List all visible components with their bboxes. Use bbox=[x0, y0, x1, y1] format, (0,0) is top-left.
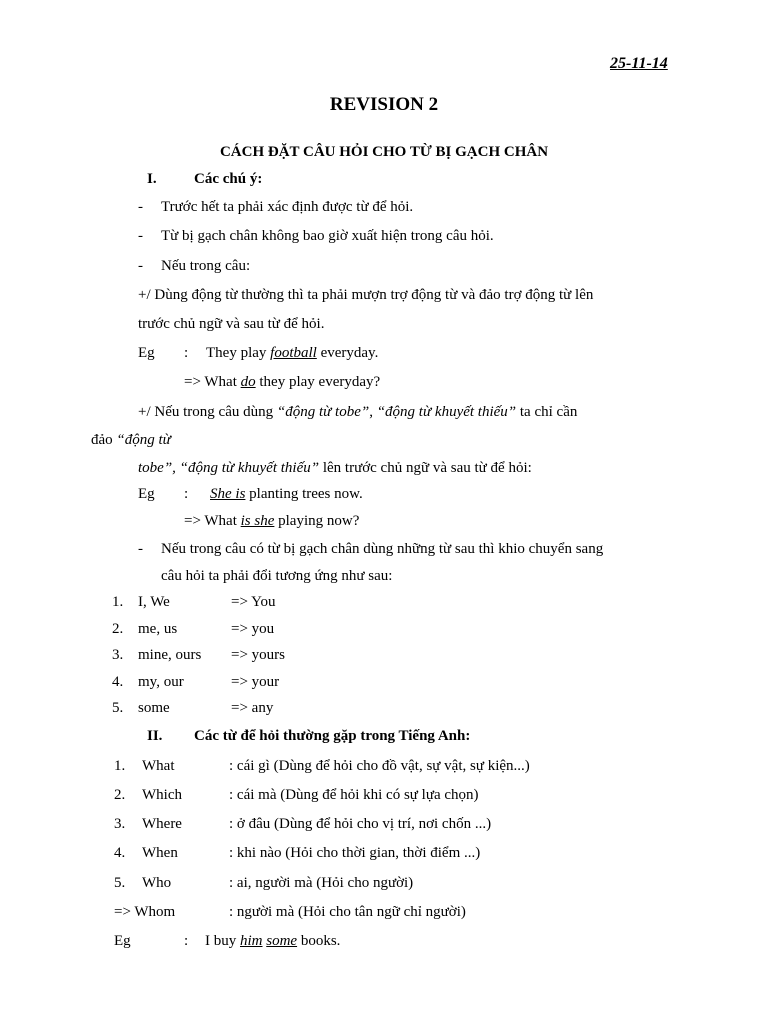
conversion-to: => You bbox=[231, 594, 276, 610]
paragraph-line: trước chủ ngữ và sau từ để hỏi. bbox=[138, 316, 325, 332]
bullet-text: câu hỏi ta phải đổi tương ứng như sau: bbox=[161, 568, 393, 584]
bullet-text: Trước hết ta phải xác định được từ để hỏi. bbox=[161, 199, 414, 215]
conversion-from: some bbox=[138, 700, 170, 716]
list-number: 1. bbox=[114, 758, 126, 774]
example-colon: : bbox=[184, 933, 189, 949]
example-label: Eg bbox=[114, 933, 131, 949]
conversion-from: mine, ours bbox=[138, 647, 202, 663]
list-number: 3. bbox=[114, 816, 126, 832]
section2-numeral: II. bbox=[147, 728, 163, 744]
bullet-text: Nếu trong câu có từ bị gạch chân dùng những từ sau thì khio chuyển sang bbox=[161, 541, 604, 557]
section2-heading: Các từ để hỏi thường gặp trong Tiếng Anh: bbox=[194, 728, 471, 744]
example-answer: => What is she playing now? bbox=[184, 513, 360, 529]
question-word: Who bbox=[142, 875, 172, 891]
question-word: Which bbox=[142, 787, 182, 803]
bullet-text: Nếu trong câu: bbox=[161, 258, 251, 274]
question-word: When bbox=[142, 845, 178, 861]
list-number: 5. bbox=[114, 875, 126, 891]
example-sentence: They play football everyday. bbox=[206, 345, 379, 361]
example-label: Eg bbox=[138, 486, 155, 502]
conversion-from: my, our bbox=[138, 674, 184, 690]
conversion-to: => you bbox=[231, 621, 275, 637]
bullet-dash: - bbox=[138, 258, 143, 274]
example-colon: : bbox=[184, 345, 189, 361]
section1-numeral: I. bbox=[147, 171, 157, 187]
question-word: Where bbox=[142, 816, 182, 832]
conversion-to: => any bbox=[231, 700, 274, 716]
list-number: 5. bbox=[112, 700, 124, 716]
bullet-dash: - bbox=[138, 228, 143, 244]
question-meaning: : ở đâu (Dùng để hỏi cho vị trí, nơi chốn ...) bbox=[229, 816, 492, 832]
bullet-dash: - bbox=[138, 541, 143, 557]
list-number: 4. bbox=[112, 674, 124, 690]
list-number: 2. bbox=[112, 621, 124, 637]
list-number: 2. bbox=[114, 787, 126, 803]
underlined-word: some bbox=[266, 933, 298, 949]
document-title: REVISION 2 bbox=[329, 94, 439, 115]
example-answer: => What do they play everyday? bbox=[184, 374, 381, 390]
list-number: 4. bbox=[114, 845, 126, 861]
paragraph-line: +/ Dùng động từ thường thì ta phải mượn trợ động từ và đảo trợ động từ lên bbox=[138, 287, 594, 303]
underlined-word: football bbox=[270, 345, 317, 361]
question-meaning: : khi nào (Hỏi cho thời gian, thời điểm ...) bbox=[229, 845, 481, 861]
question-meaning: : cái mà (Dùng để hỏi khi có sự lựa chọn) bbox=[229, 787, 479, 803]
conversion-to: => your bbox=[231, 674, 280, 690]
question-meaning: : cái gì (Dùng để hỏi cho đồ vật, sự vật, sự kiện...) bbox=[229, 758, 530, 774]
conversion-to: => yours bbox=[231, 647, 286, 663]
example-sentence: She is planting trees now. bbox=[210, 486, 363, 502]
bullet-dash: - bbox=[138, 199, 143, 215]
bullet-text: Từ bị gạch chân không bao giờ xuất hiện trong câu hỏi. bbox=[161, 228, 494, 244]
underlined-word: She is bbox=[210, 486, 246, 502]
question-word: => Whom bbox=[114, 904, 176, 920]
paragraph-line: đảo “động từ bbox=[91, 432, 171, 448]
question-meaning: : ai, người mà (Hỏi cho người) bbox=[229, 875, 414, 891]
question-word: What bbox=[142, 758, 175, 774]
paragraph-line: +/ Nếu trong câu dùng “động từ tobe”, “động từ khuyết thiếu” ta chỉ cần bbox=[138, 404, 578, 420]
underlined-word: him bbox=[240, 933, 263, 949]
question-meaning: : người mà (Hỏi cho tân ngữ chỉ người) bbox=[229, 904, 466, 920]
underlined-word: do bbox=[240, 374, 256, 390]
conversion-from: I, We bbox=[138, 594, 170, 610]
section1-heading: Các chú ý: bbox=[194, 171, 263, 187]
example-sentence: I buy him some books. bbox=[205, 933, 341, 949]
document-date: 25-11-14 bbox=[610, 55, 668, 72]
example-label: Eg bbox=[138, 345, 155, 361]
example-colon: : bbox=[184, 486, 189, 502]
list-number: 1. bbox=[112, 594, 124, 610]
conversion-from: me, us bbox=[138, 621, 178, 637]
underlined-word: is she bbox=[240, 513, 275, 529]
list-number: 3. bbox=[112, 647, 124, 663]
document-subtitle: CÁCH ĐẶT CÂU HỎI CHO TỪ BỊ GẠCH CHÂN bbox=[219, 144, 549, 160]
paragraph-line: tobe”, “động từ khuyết thiếu” lên trước chủ ngữ và sau từ để hỏi: bbox=[138, 460, 532, 476]
